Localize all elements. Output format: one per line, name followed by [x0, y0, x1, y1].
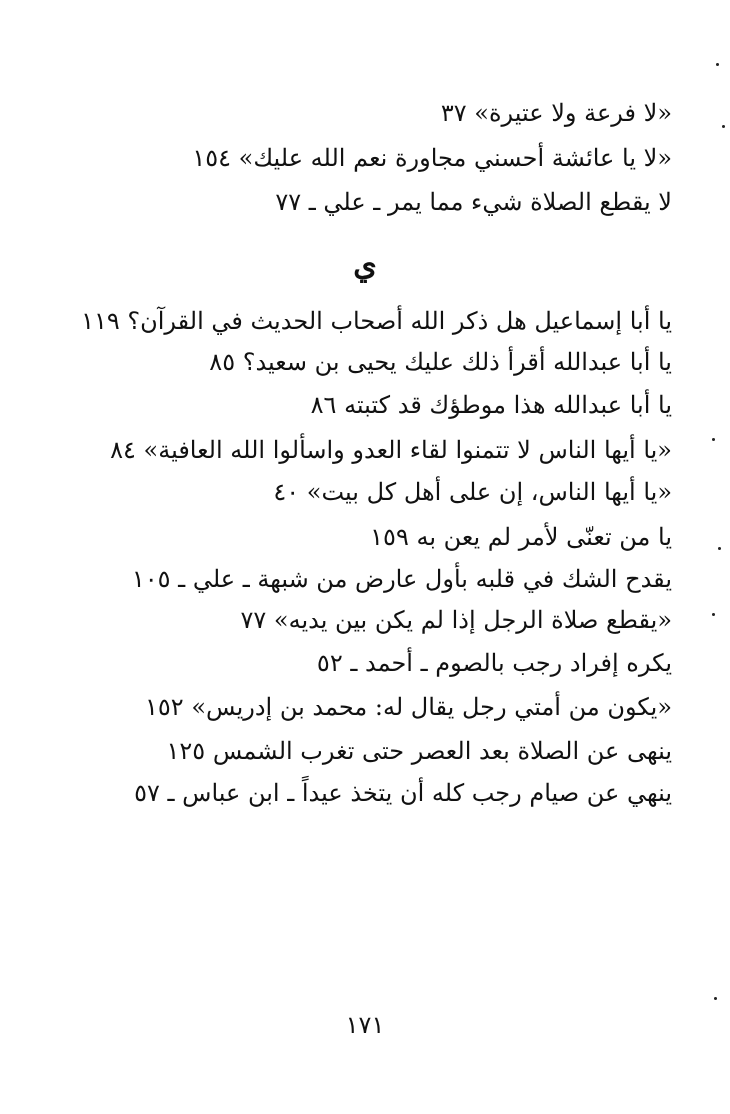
- index-entry: ينهي عن صيام رجب كله أن يتخذ عيداً ـ ابن عباس ـ ٥٧: [134, 779, 672, 807]
- index-entry: ينهى عن الصلاة بعد العصر حتى تغرب الشمس ١٢٥: [166, 737, 672, 765]
- scan-speck: [722, 125, 725, 128]
- index-entry: «يكون من أمتي رجل يقال له: محمد بن إدريس» ١٥٢: [145, 693, 672, 721]
- index-entry: «لا فرعة ولا عتيرة» ٣٧: [440, 99, 672, 127]
- index-entry: «يا أيها الناس لا تتمنوا لقاء العدو واسألوا الله العافية» ٨٤: [110, 436, 672, 464]
- index-entry: يقدح الشك في قلبه بأول عارض من شبهة ـ علي ـ ١٠٥: [131, 565, 672, 593]
- section-letter-heading: ي: [353, 248, 377, 283]
- scan-speck: [712, 438, 715, 441]
- scan-speck: [718, 547, 721, 550]
- index-entry: يا من تعنّى لأمر لم يعن به ١٥٩: [370, 523, 672, 551]
- scan-speck: [712, 613, 715, 616]
- page-number: ١٧١: [345, 1011, 385, 1039]
- index-entry: «يقطع صلاة الرجل إذا لم يكن بين يديه» ٧٧: [240, 606, 672, 634]
- index-entry: يا أبا إسماعيل هل ذكر الله أصحاب الحديث في القرآن؟ ١١٩: [81, 307, 672, 335]
- index-entry: يا أبا عبدالله هذا موطؤك قد كتبته ٨٦: [310, 391, 672, 419]
- scan-speck: [716, 63, 719, 66]
- scan-speck: [714, 997, 717, 1000]
- index-entry: لا يقطع الصلاة شيء مما يمر ـ علي ـ ٧٧: [275, 188, 672, 216]
- index-entry: يا أبا عبدالله أقرأ ذلك عليك يحيى بن سعيد؟ ٨٥: [209, 348, 672, 376]
- index-entry: «يا أيها الناس، إن على أهل كل بيت» ٤٠: [273, 478, 672, 506]
- index-entry: يكره إفراد رجب بالصوم ـ أحمد ـ ٥٢: [316, 649, 672, 677]
- index-entry: «لا يا عائشة أحسني مجاورة نعم الله عليك» ١٥٤: [192, 144, 672, 172]
